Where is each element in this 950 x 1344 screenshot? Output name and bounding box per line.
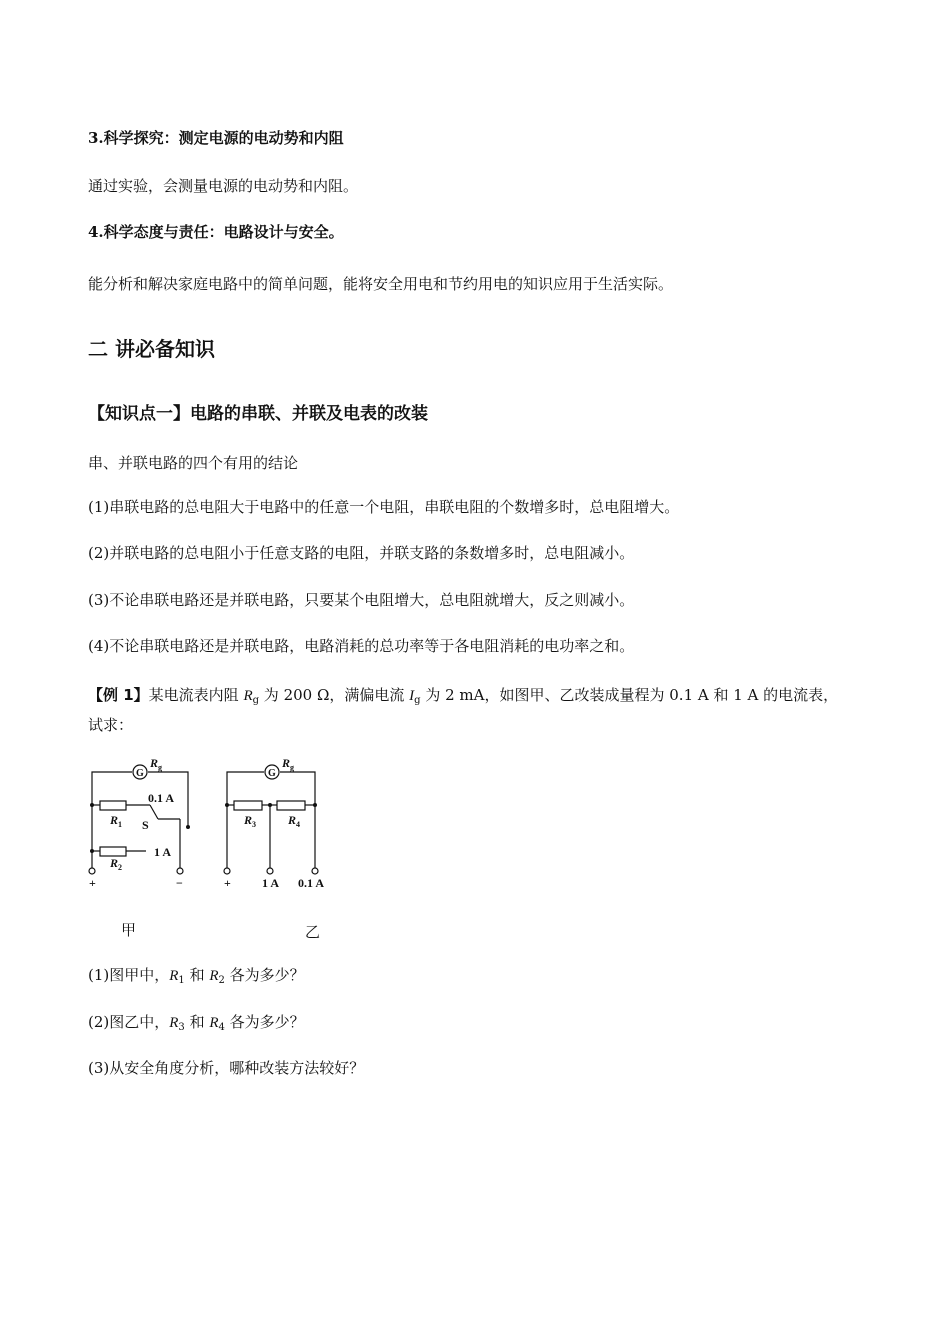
part2-title: 二 讲必备知识	[88, 337, 215, 361]
terminal-01a-label: 0.1 A	[298, 876, 325, 890]
galvanometer-label: G	[136, 768, 144, 779]
knowledge-item-3: (3)不论串联电路还是并联电路，只要某个电阻增大，总电阻就增大，反之则减小。	[88, 591, 635, 609]
knowledge-item-4: (4)不论串联电路还是并联电路，电路消耗的总功率等于各电阻消耗的电功率之和。	[88, 637, 635, 655]
terminal-minus	[177, 868, 183, 874]
junction-dot	[313, 803, 317, 807]
junction-dot	[268, 803, 272, 807]
section3-text: 通过实验，会测量电源的电动势和内阻。	[88, 177, 359, 195]
question-1: (1)图甲中，$R_1$ 和 $R_2$ 各为多少？	[88, 966, 305, 986]
r3-label: $R_3$	[244, 813, 257, 829]
knowledge-item-1: (1)串联电路的总电阻大于电路中的任意一个电阻，串联电阻的个数增多时，总电阻增大。	[88, 498, 680, 516]
resistor-r3	[234, 801, 262, 810]
switch-arm	[150, 805, 158, 819]
terminal-plus	[89, 868, 95, 874]
knowledge-item-2: (2)并联电路的总电阻小于任意支路的电阻，并联支路的条数增多时，总电阻减小。	[88, 544, 635, 562]
terminal-plus	[224, 868, 230, 874]
resistor-r4	[277, 801, 305, 810]
range-1a-label: 1 A	[154, 845, 172, 859]
rg-label-yi: $R_g$	[282, 756, 295, 772]
plus-label-yi: +	[224, 876, 231, 890]
switch-label: S	[142, 818, 149, 832]
question-3: (3)从安全角度分析，哪种改装方法较好？	[88, 1059, 365, 1077]
rg-label-jia: $R_g$	[150, 756, 163, 772]
resistor-r1	[100, 801, 126, 810]
circuit-yi	[224, 765, 318, 874]
resistor-r2	[100, 847, 126, 856]
r1-label: $R_1$	[110, 813, 123, 829]
circuit-jia	[89, 765, 188, 874]
r2-label: $R_2$	[110, 856, 123, 872]
section3-heading: 3.科学探究：测定电源的电动势和内阻	[88, 129, 344, 147]
junction-dot	[90, 803, 94, 807]
circuit-figure	[86, 755, 346, 895]
terminal-1a-label: 1 A	[262, 876, 280, 890]
section4-text: 能分析和解决家庭电路中的简单问题，能将安全用电和节约用电的知识应用于生活实际。	[88, 275, 674, 293]
junction-dot	[90, 849, 94, 853]
terminal-1a	[267, 868, 273, 874]
range-01a-label: 0.1 A	[148, 791, 175, 805]
knowledge-point-title: 【知识点一】电路的串联、并联及电表的改装	[88, 404, 428, 424]
knowledge-intro: 串、并联电路的四个有用的结论	[88, 454, 299, 472]
terminal-01a	[312, 868, 318, 874]
junction-dot	[225, 803, 229, 807]
example-line-1: 【例 1】某电流表内阻 $R_g$ 为 200 Ω，满偏电流 $I_g$ 为 2 mA，如图甲、乙改装成量程为 0.1 A 和 1 A 的电流表，	[88, 686, 839, 706]
section4-heading: 4.科学态度与责任：电路设计与安全。	[88, 223, 344, 241]
junction-dot	[186, 825, 190, 829]
question-2: (2)图乙中，$R_3$ 和 $R_4$ 各为多少？	[88, 1013, 305, 1033]
r4-label: $R_4$	[288, 813, 301, 829]
minus-label: −	[176, 876, 183, 890]
example-line-2: 试求：	[88, 716, 134, 734]
caption-yi: 乙	[305, 923, 321, 941]
plus-label-jia: +	[89, 876, 96, 890]
caption-jia: 甲	[121, 921, 137, 939]
galvanometer-label: G	[268, 768, 276, 779]
example-label: 【例 1】	[88, 686, 149, 704]
